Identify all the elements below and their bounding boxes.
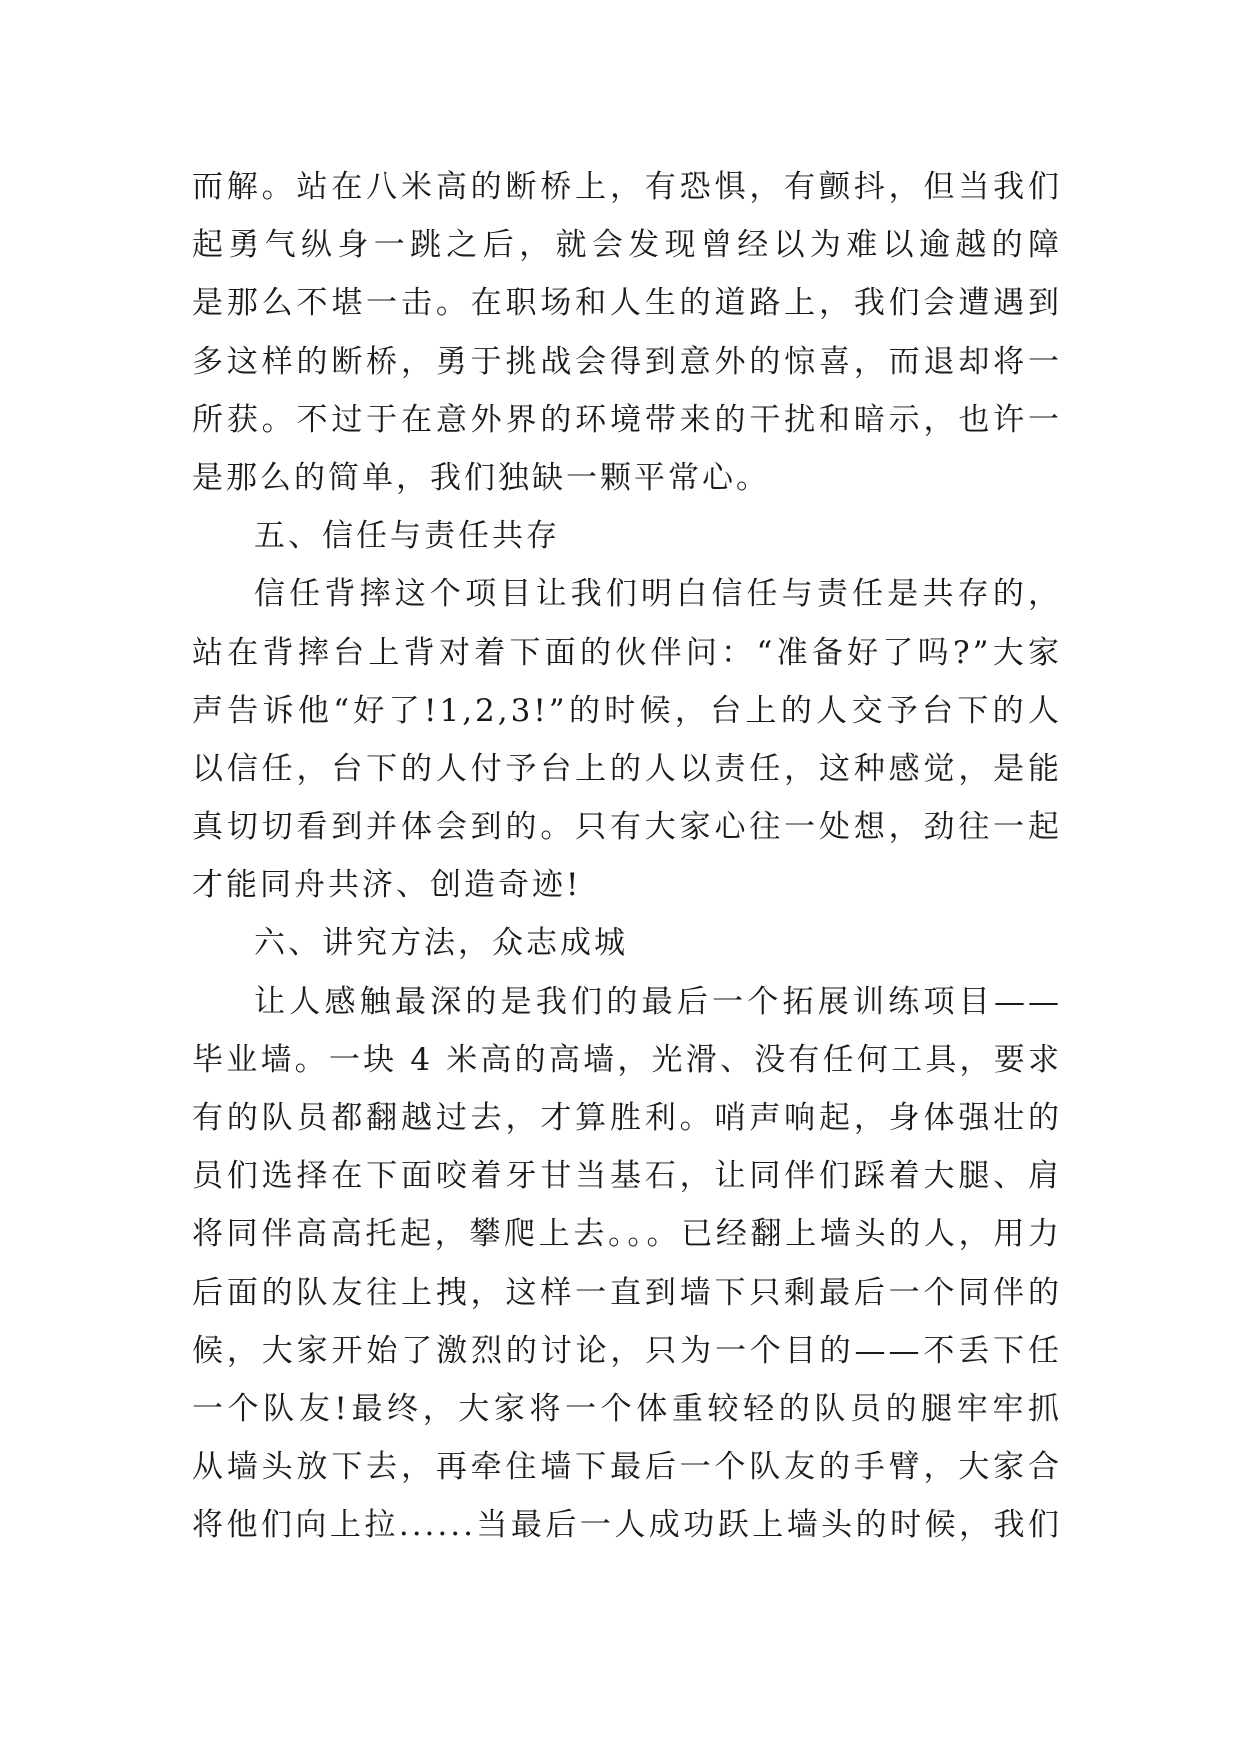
- text-line: 声告诉他“好了!1,2,3!”的时候，台上的人交予台下的人: [192, 692, 1062, 729]
- text-line: 站在背摔台上背对着下面的伙伴问：“准备好了吗?”大家: [192, 634, 1062, 671]
- text-line: 五、信任与责任共存: [254, 518, 560, 555]
- text-line: 一个队友!最终，大家将一个体重较轻的队员的腿牢牢抓: [192, 1390, 1062, 1427]
- body-text: [192, 158, 1062, 1555]
- text-line: 多这样的断桥，勇于挑战会得到意外的惊喜，而退却将一: [192, 343, 1062, 380]
- text-line: 毕业墙。一块 4 米高的高墙，光滑、没有任何工具，要求: [192, 1041, 1062, 1078]
- text-line: 起勇气纵身一跳之后，就会发现曾经以为难以逾越的障: [192, 227, 1062, 264]
- text-line: 以信任，台下的人付予台上的人以责任，这种感觉，是能: [192, 750, 1062, 787]
- text-line: 将他们向上拉......当最后一人成功跃上墙头的时候，我们: [192, 1507, 1062, 1544]
- text-line: 信任背摔这个项目让我们明白信任与责任是共存的，: [254, 576, 1062, 613]
- text-line: 员们选择在下面咬着牙甘当基石，让同伴们踩着大腿、肩: [192, 1158, 1062, 1195]
- text-line: 有的队员都翻越过去，才算胜利。哨声响起，身体强壮的: [192, 1100, 1062, 1136]
- text-line: 从墙头放下去，再牵住墙下最后一个队友的手臂，大家合: [192, 1449, 1062, 1486]
- text-line: 是那么的简单，我们独缺一颗平常心。: [192, 459, 770, 496]
- text-line: 才能同舟共济、创造奇迹!: [192, 867, 582, 904]
- text-line: 所获。不过于在意外界的环境带来的干扰和暗示，也许一: [192, 401, 1062, 438]
- text-line: 后面的队友往上拽，这样一直到墙下只剩最后一个同伴的: [192, 1274, 1062, 1311]
- text-line: 让人感触最深的是我们的最后一个拓展训练项目——: [254, 983, 1062, 1020]
- text-line: 而解。站在八米高的断桥上，有恐惧，有颤抖，但当我们: [192, 169, 1062, 205]
- text-line: 是那么不堪一击。在职场和人生的道路上，我们会遭遇到: [192, 285, 1062, 322]
- text-line: 候，大家开始了激烈的讨论，只为一个目的——不丢下任: [192, 1332, 1062, 1369]
- text-line: 六、讲究方法，众志成城: [254, 925, 628, 962]
- text-line: 真切切看到并体会到的。只有大家心往一处想，劲往一起: [192, 809, 1062, 846]
- text-line: 将同伴高高托起，攀爬上去。。。已经翻上墙头的人，用力: [192, 1216, 1062, 1253]
